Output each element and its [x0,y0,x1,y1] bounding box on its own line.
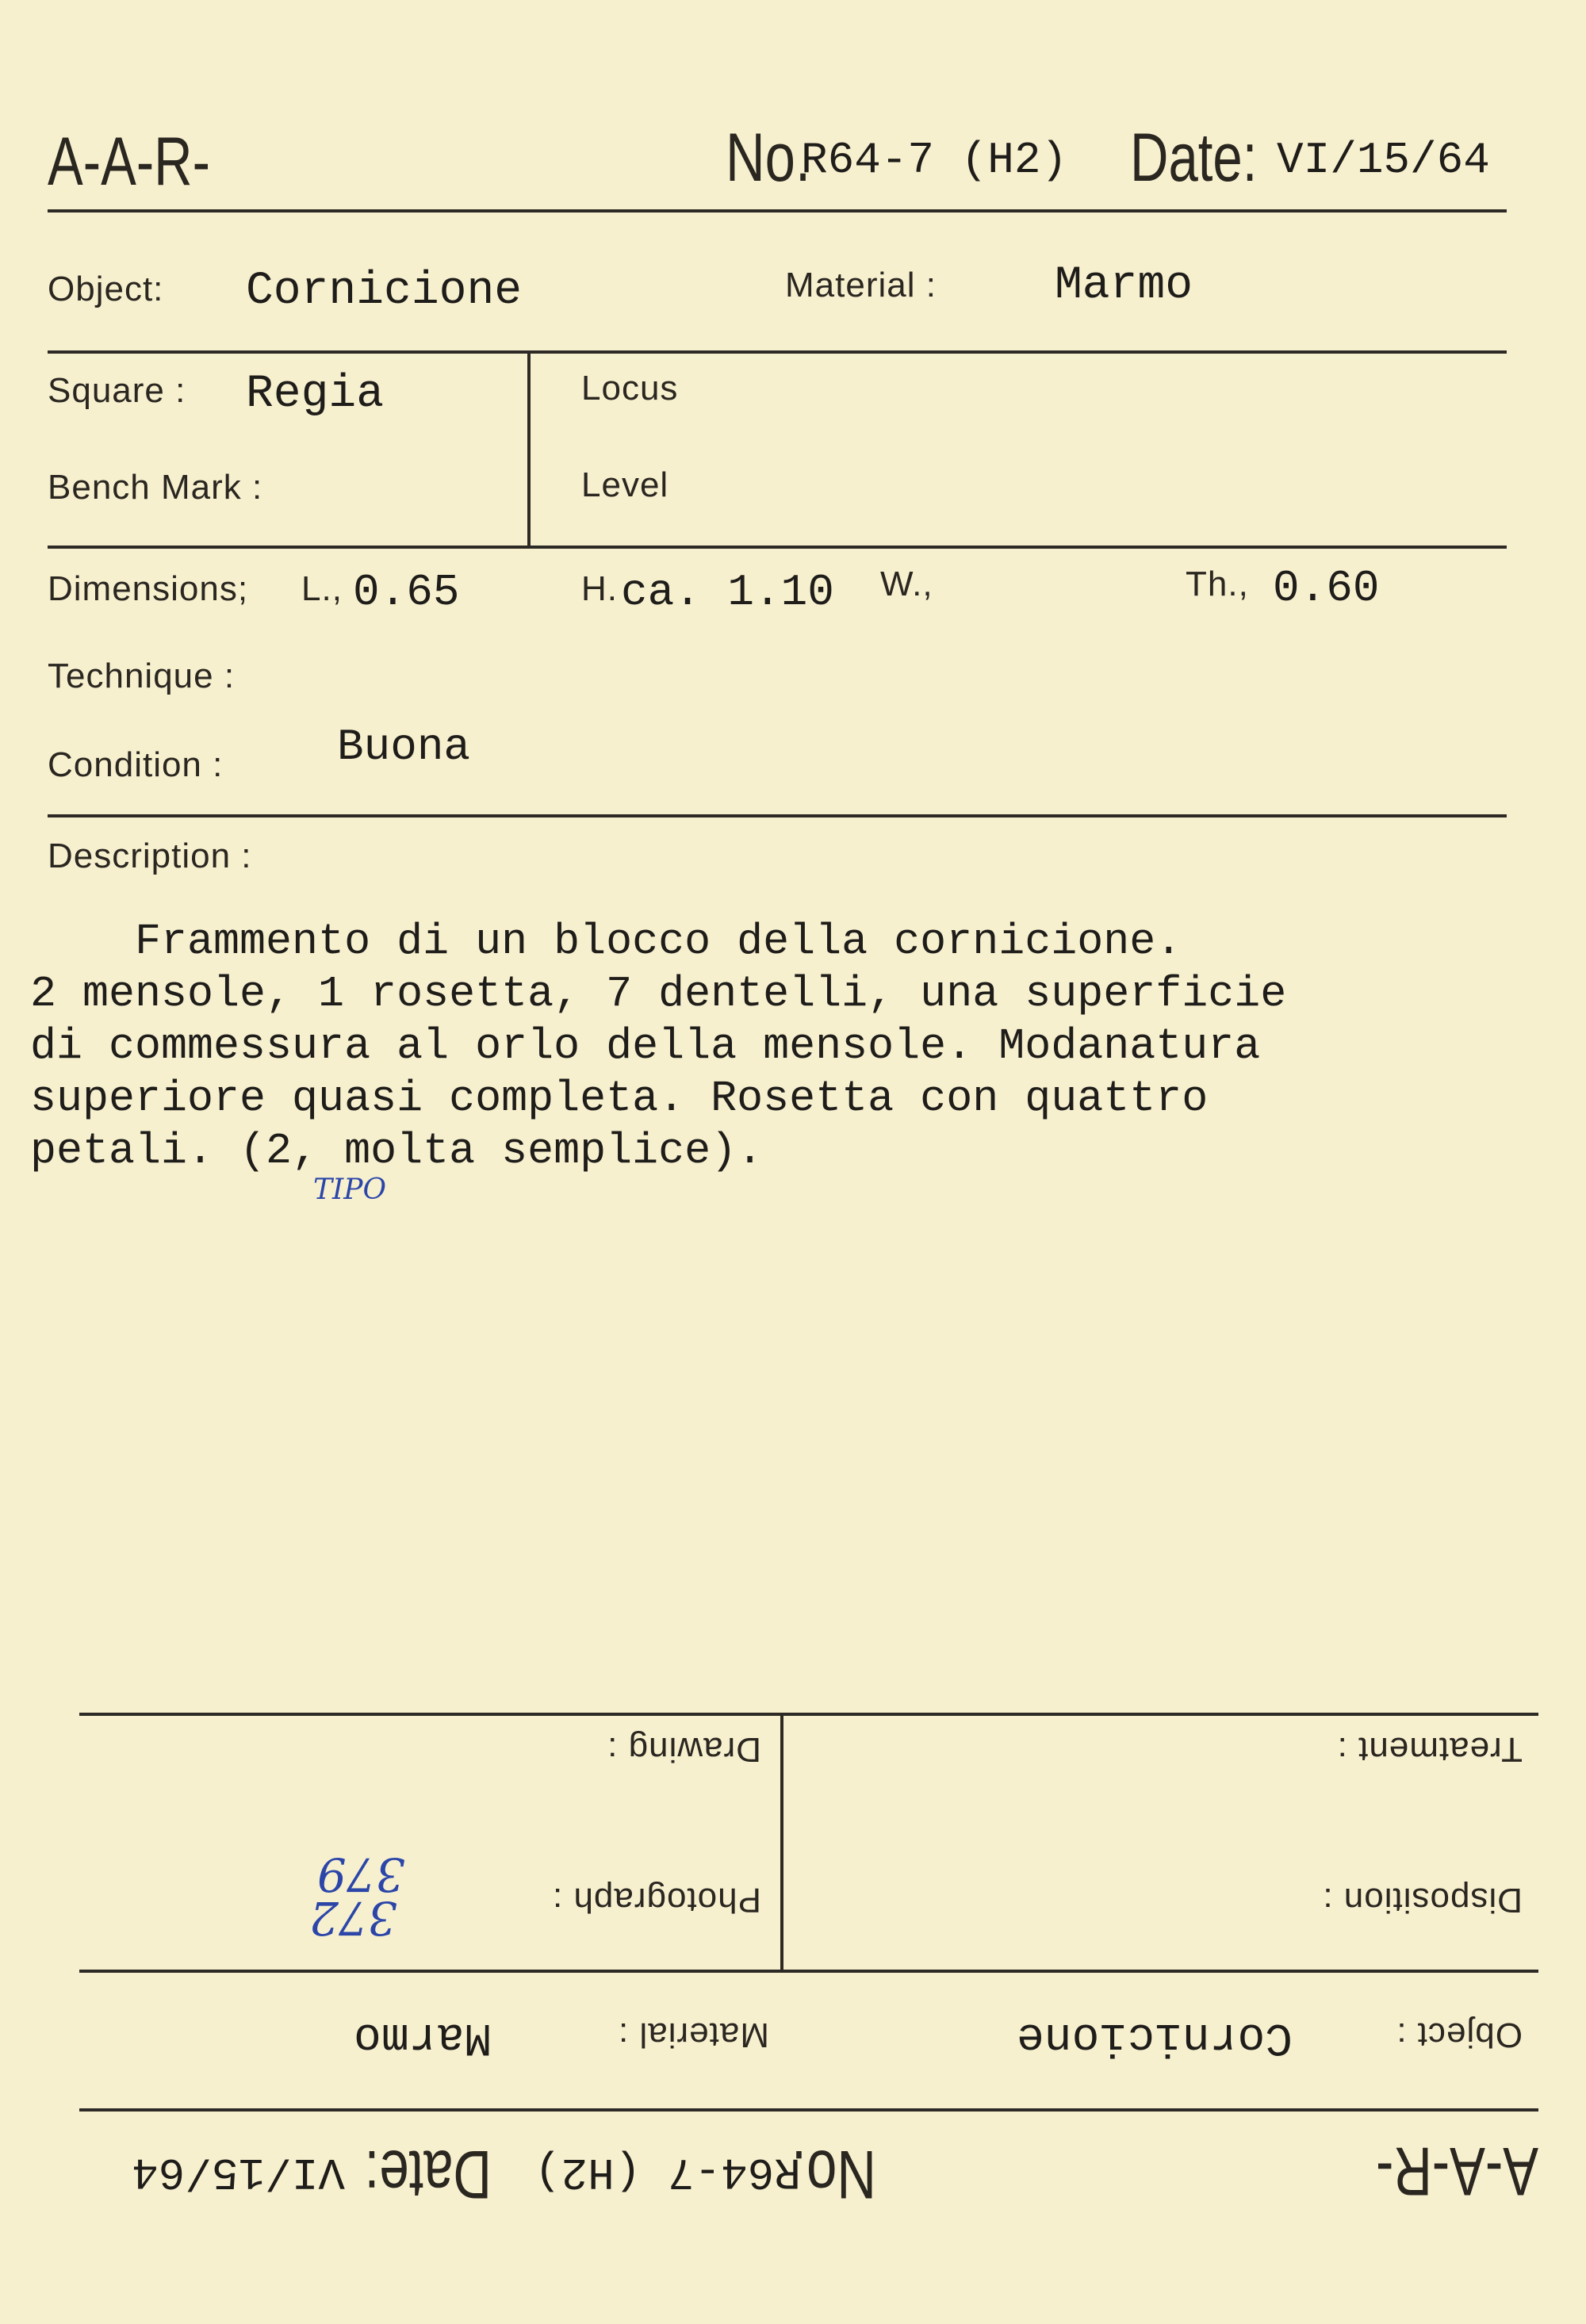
length-value: 0.65 [353,567,460,618]
object-label: Object: [48,270,164,308]
footer-number-label: No. [791,2136,876,2212]
footer-object-label: Object : [1396,2016,1523,2054]
footer-org-mark: A-A-R- [1376,2133,1538,2209]
thickness-label: Th., [1186,565,1249,603]
footer-object-value: Cornicione [1016,2011,1293,2062]
material-value: Marmo [1055,260,1193,312]
divider [79,2108,1538,2112]
disposition-label: Disposition : [1322,1881,1523,1920]
org-mark: A-A-R- [48,124,210,200]
date-label: Date: [1130,120,1258,196]
footer-number-value: R64-7 (H2) [534,2146,801,2197]
divider-vertical [780,1716,783,1970]
material-label: Material : [785,266,937,304]
bench-mark-label: Bench Mark : [48,468,263,507]
length-label: L., [301,569,343,608]
description-line: di commessura al orlo della mensole. Modanatura [30,1021,1261,1071]
width-label: W., [880,565,933,603]
footer-material-value: Marmo [353,2011,492,2062]
square-value: Regia [246,369,385,420]
thickness-value: 0.60 [1273,563,1380,614]
technique-label: Technique : [48,657,236,695]
level-label: Level [581,465,669,504]
description-line: 2 mensole, 1 rosetta, 7 dentelli, una superficie [30,969,1287,1019]
footer-material-label: Material : [618,2016,769,2054]
description-line: petali. (2, molta semplice). [30,1126,764,1176]
handwritten-annotation: TIPO [313,1173,386,1206]
description-line: superiore quasi completa. Rosetta con quattro [30,1074,1209,1124]
date-value: VI/15/64 [1277,135,1490,186]
drawing-label: Drawing : [607,1730,761,1769]
condition-label: Condition : [48,745,224,784]
description-label: Description : [48,837,252,875]
object-value: Cornicione [246,266,523,317]
square-label: Square : [48,371,186,410]
description-line: Frammento di un blocco della cornicione. [30,917,1182,967]
number-label: No. [726,120,811,196]
footer-date-label: Date: [364,2136,492,2212]
condition-value: Buona [337,722,471,772]
treatment-label: Treatment : [1336,1730,1523,1769]
number-value: R64-7 (H2) [801,135,1068,186]
handwritten-photo-number: 372 [309,1891,397,1945]
divider [79,1970,1538,1973]
dimensions-label: Dimensions; [48,569,249,608]
divider [79,1713,1538,1716]
footer-date-value: VI/15/64 [132,2146,345,2197]
handwritten-photo-number: 379 [317,1847,405,1901]
photograph-label: Photograph : [552,1881,761,1920]
height-value: ca. 1.10 [621,567,834,618]
height-label: H. [581,569,618,608]
locus-label: Locus [581,369,679,408]
